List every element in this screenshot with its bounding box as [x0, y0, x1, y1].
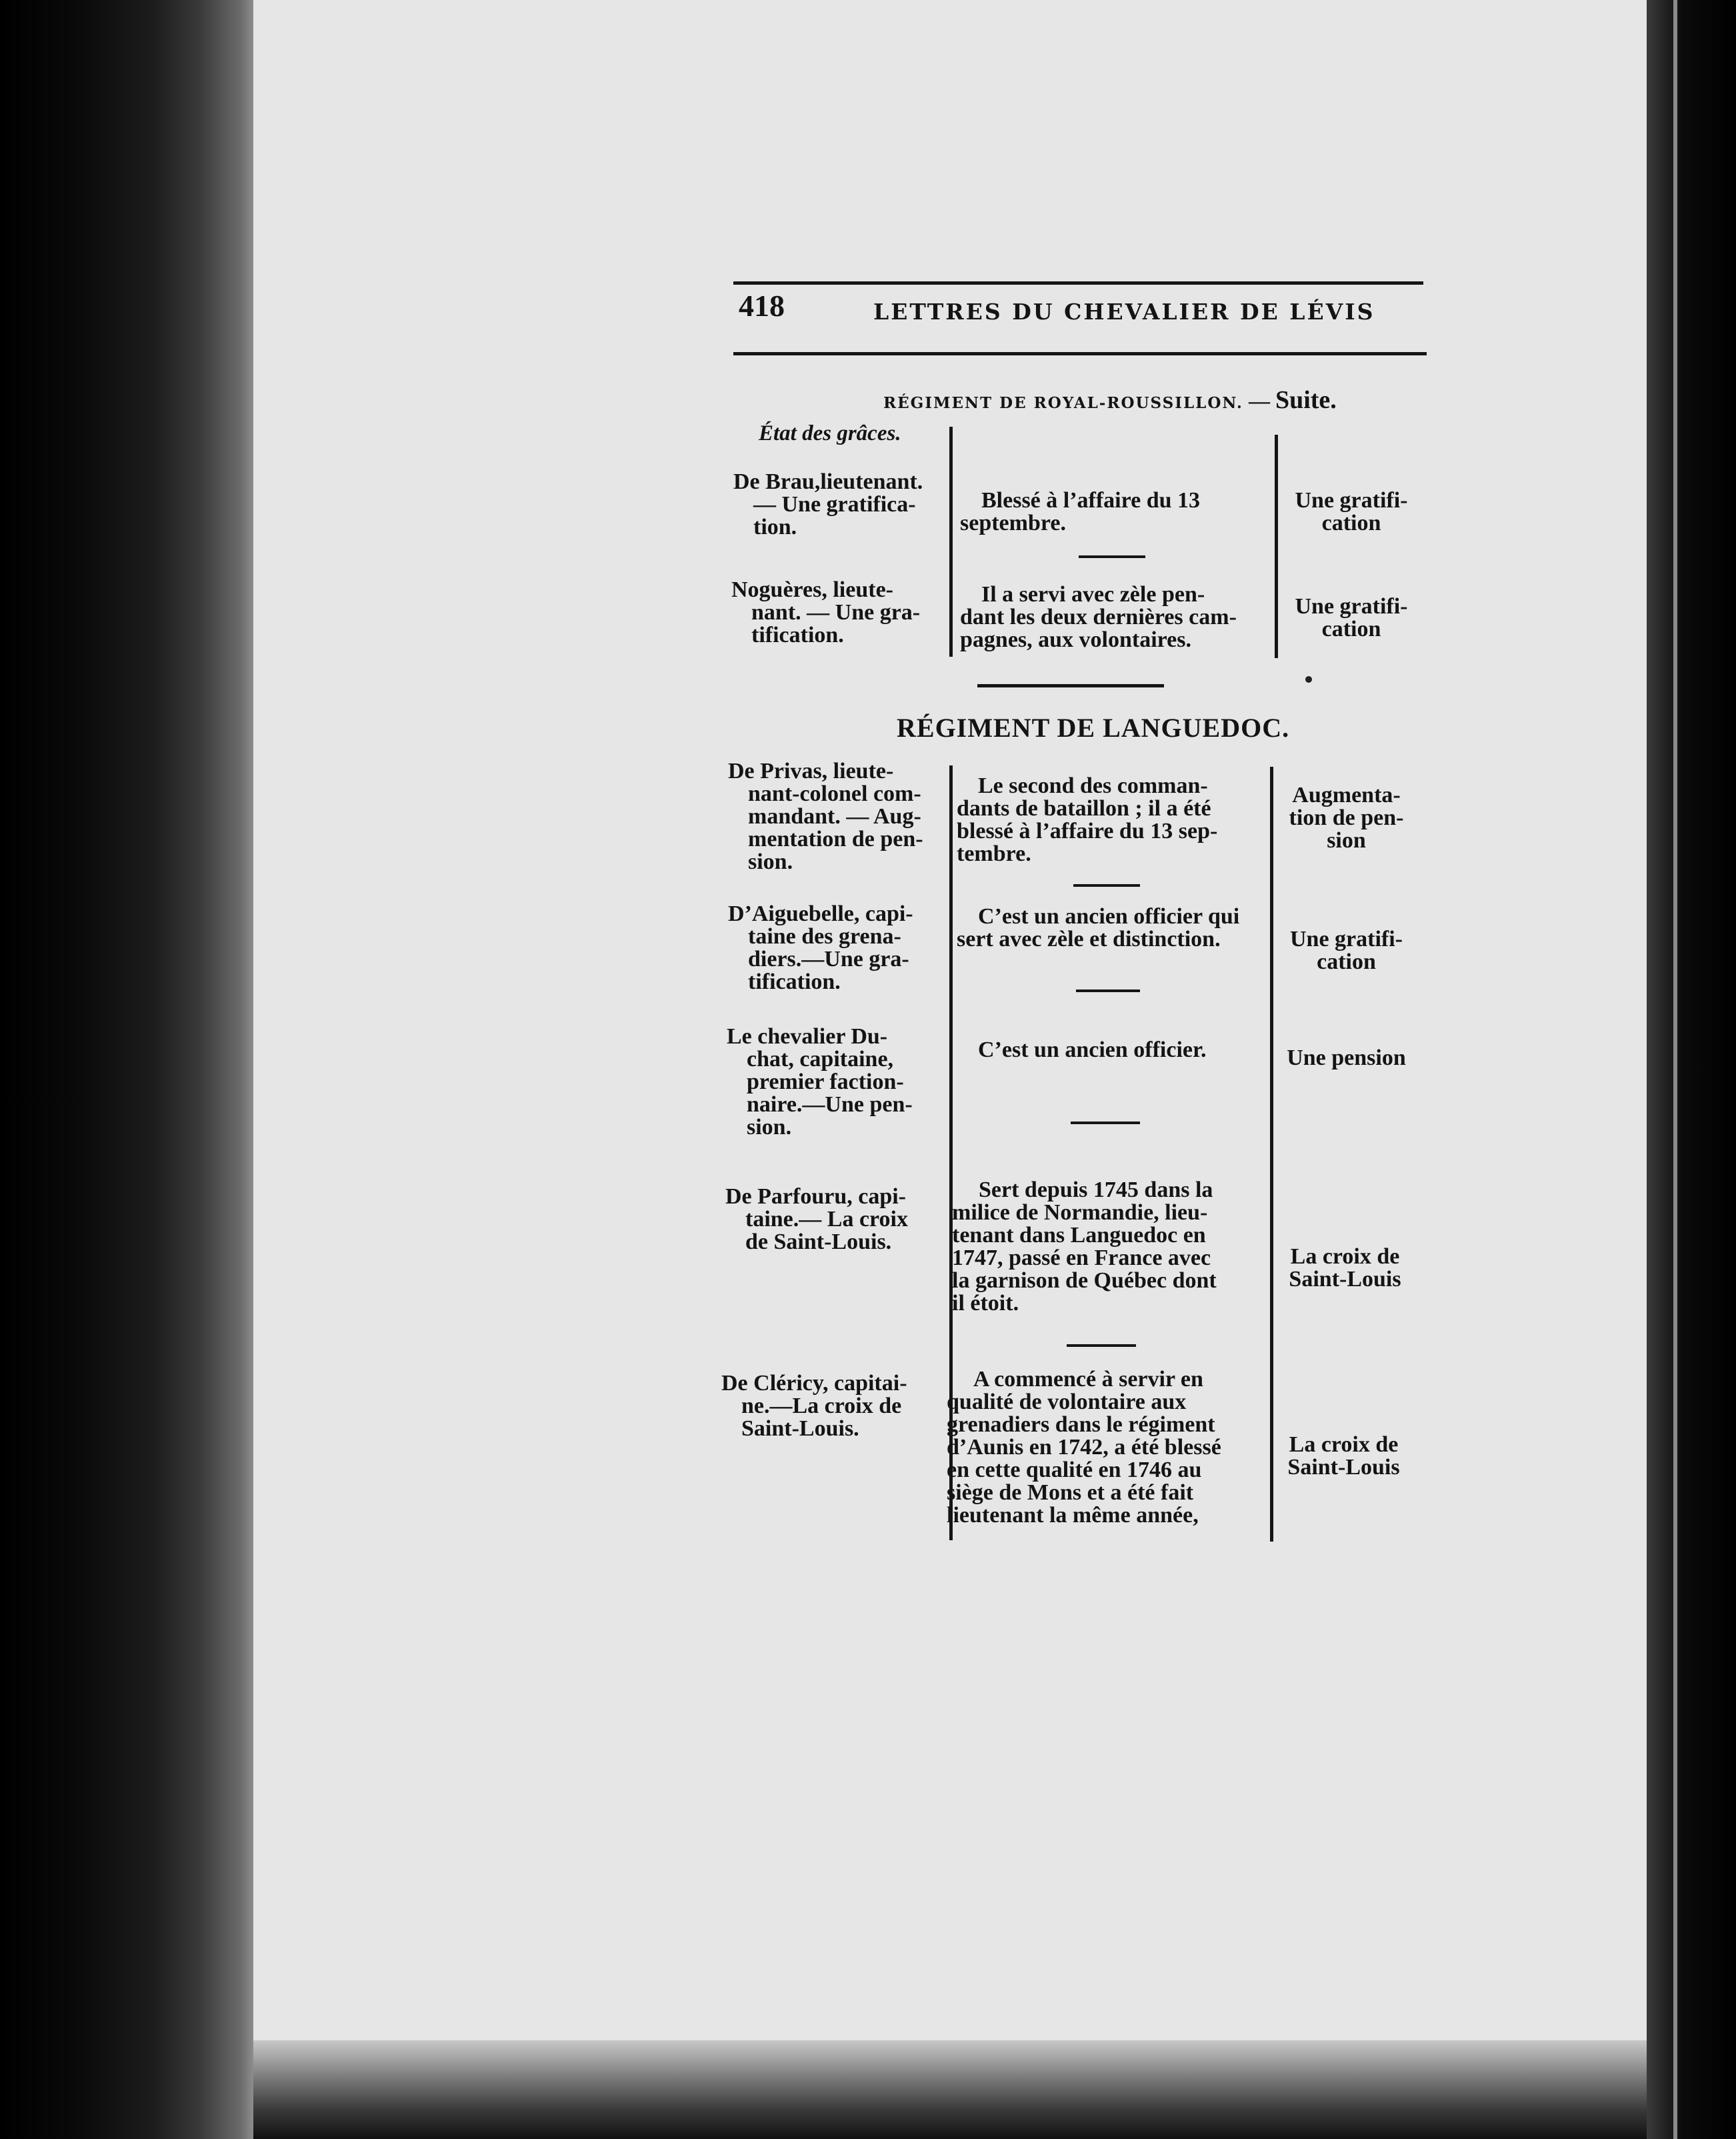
- text-line: cation: [1321, 617, 1381, 641]
- text-line: siège de Mons et a été fait: [947, 1480, 1194, 1505]
- text-line: taine des grena-: [748, 924, 901, 949]
- text-line: Le second des comman-: [978, 773, 1208, 798]
- text-line: chat, capitaine,: [747, 1047, 894, 1072]
- header-top-rule: [733, 281, 1423, 285]
- column-divider: [1270, 767, 1273, 1542]
- scan-bottom-shadow: [253, 2040, 1660, 2139]
- text-line: De Privas, lieute-: [728, 759, 894, 783]
- page-edge-line: [1673, 0, 1677, 2139]
- text-line: grenadiers dans le régiment: [947, 1412, 1215, 1437]
- service-note: [957, 1039, 1267, 1061]
- text-line: tification.: [748, 969, 841, 994]
- text-line: dant les deux dernières cam-: [960, 605, 1237, 629]
- text-line: Saint-Louis: [1287, 1455, 1400, 1480]
- service-note: [960, 583, 1270, 651]
- text-line: Une gratifi-: [1289, 927, 1403, 951]
- text-line: tembre.: [957, 841, 1031, 866]
- scan-right-margin: [1647, 0, 1736, 2139]
- text-line: Augmenta-: [1292, 783, 1401, 807]
- text-line: milice de Normandie, lieu-: [952, 1200, 1208, 1225]
- text-line: Il a servi avec zèle pen-: [981, 582, 1205, 607]
- entry-separator: [1079, 555, 1145, 558]
- text-line: — Une gratifica-: [753, 492, 916, 517]
- text-line: Noguères, lieute-: [731, 577, 893, 602]
- text-line: Saint-Louis.: [741, 1416, 859, 1441]
- column-divider: [1275, 435, 1278, 658]
- text-line: A commencé à servir en: [973, 1367, 1203, 1392]
- text-line: septembre.: [960, 511, 1066, 535]
- text-line: cation: [1321, 511, 1381, 535]
- entry-separator: [1073, 884, 1140, 887]
- text-line: La croix de: [1289, 1432, 1399, 1457]
- text-line: mandant. — Aug-: [748, 804, 921, 829]
- text-line: la garnison de Québec dont: [952, 1268, 1217, 1293]
- text-line: mentation de pen-: [748, 827, 923, 851]
- text-line: tification.: [751, 623, 844, 647]
- entry-separator: [1076, 989, 1140, 992]
- text-line: De Parfouru, capi-: [725, 1184, 907, 1209]
- text-line: tion de pen-: [1289, 805, 1404, 830]
- text-line: Sert depuis 1745 dans la: [979, 1178, 1213, 1202]
- officer-name: [728, 903, 943, 993]
- text-line: sion.: [748, 849, 793, 874]
- text-line: Une pension: [1287, 1045, 1406, 1070]
- header-bottom-rule: [733, 352, 1427, 355]
- text-line: qualité de volontaire aux: [947, 1390, 1187, 1414]
- text-line: ne.—La croix de: [741, 1394, 902, 1418]
- text-line: D’Aiguebelle, capi-: [728, 901, 913, 926]
- service-note: [947, 1368, 1267, 1527]
- service-note: [960, 489, 1270, 535]
- grace-awarded: [1275, 784, 1418, 852]
- officer-name: [731, 579, 943, 647]
- column-label-etat-des-graces: État des grâces.: [759, 421, 901, 445]
- running-title: LETTRES DU CHEVALIER DE LÉVIS: [873, 299, 1375, 325]
- text-line: il étoit.: [952, 1291, 1019, 1316]
- text-line: La croix de: [1290, 1244, 1400, 1269]
- grace-awarded: [1281, 595, 1421, 641]
- officer-name: [721, 1372, 943, 1440]
- entry-separator: [1067, 1344, 1136, 1347]
- text-line: Une gratifi-: [1295, 488, 1408, 513]
- officer-name: [728, 760, 943, 873]
- text-line: diers.—Une gra-: [748, 947, 909, 971]
- text-line: tenant dans Languedoc en: [952, 1223, 1206, 1248]
- text-line: pagnes, aux volontaires.: [960, 627, 1191, 652]
- text-line: d’Aunis en 1742, a été blessé: [947, 1435, 1221, 1460]
- text-line: C’est un ancien officier.: [978, 1037, 1207, 1062]
- grace-awarded: [1273, 1246, 1417, 1291]
- page-number: 418: [739, 289, 785, 323]
- text-line: nant-colonel com-: [748, 781, 921, 806]
- text-line: sion.: [747, 1115, 792, 1140]
- column-divider: [949, 427, 953, 657]
- text-line: sion: [1327, 828, 1366, 853]
- heading-dash: —: [1243, 389, 1275, 413]
- text-line: Le chevalier Du-: [727, 1024, 888, 1049]
- text-line: De Cléricy, capitai-: [721, 1371, 907, 1396]
- text-line: tion.: [753, 515, 797, 539]
- text-line: de Saint-Louis.: [745, 1230, 892, 1254]
- text-line: 1747, passé en France avec: [952, 1246, 1211, 1270]
- scan-left-margin: [0, 0, 253, 2139]
- text-line: Une gratifi-: [1295, 594, 1408, 619]
- officer-name: [725, 1186, 943, 1254]
- section-heading-languedoc: RÉGIMENT DE LANGUEDOC.: [897, 713, 1290, 743]
- text-line: Saint-Louis: [1289, 1267, 1401, 1292]
- text-line: nant. — Une gra-: [751, 600, 921, 625]
- entry-separator: [1071, 1122, 1140, 1124]
- section-divider: [977, 684, 1164, 687]
- section-heading-royal-roussillon: [883, 385, 1337, 415]
- text-line: C’est un ancien officier qui: [978, 904, 1240, 929]
- grace-awarded: [1281, 489, 1421, 535]
- officer-name: [727, 1025, 943, 1139]
- text-line: taine.— La croix: [745, 1207, 908, 1232]
- text-line: blessé à l’affaire du 13 sep-: [957, 819, 1218, 843]
- grace-awarded: [1272, 1434, 1415, 1479]
- text-line: cation: [1317, 949, 1376, 974]
- print-speck: [1305, 676, 1312, 683]
- grace-awarded: [1275, 1047, 1418, 1070]
- grace-awarded: [1275, 928, 1418, 973]
- service-note: [957, 905, 1267, 951]
- text-line: lieutenant la même année,: [947, 1503, 1199, 1528]
- text-line: sert avec zèle et distinction.: [957, 927, 1221, 951]
- service-note: [957, 775, 1267, 865]
- heading-suite: Suite.: [1275, 386, 1337, 414]
- text-line: dants de bataillon ; il a été: [957, 796, 1211, 821]
- text-line: De Brau,lieutenant.: [733, 469, 923, 494]
- text-line: naire.—Une pen-: [747, 1092, 913, 1117]
- officer-name: [733, 471, 943, 539]
- service-note: [952, 1179, 1267, 1315]
- text-line: en cette qualité en 1746 au: [947, 1458, 1202, 1482]
- text-line: Blessé à l’affaire du 13: [981, 488, 1201, 513]
- regiment-name: RÉGIMENT DE ROYAL-ROUSSILLON.: [883, 394, 1243, 412]
- text-line: premier faction-: [747, 1070, 904, 1094]
